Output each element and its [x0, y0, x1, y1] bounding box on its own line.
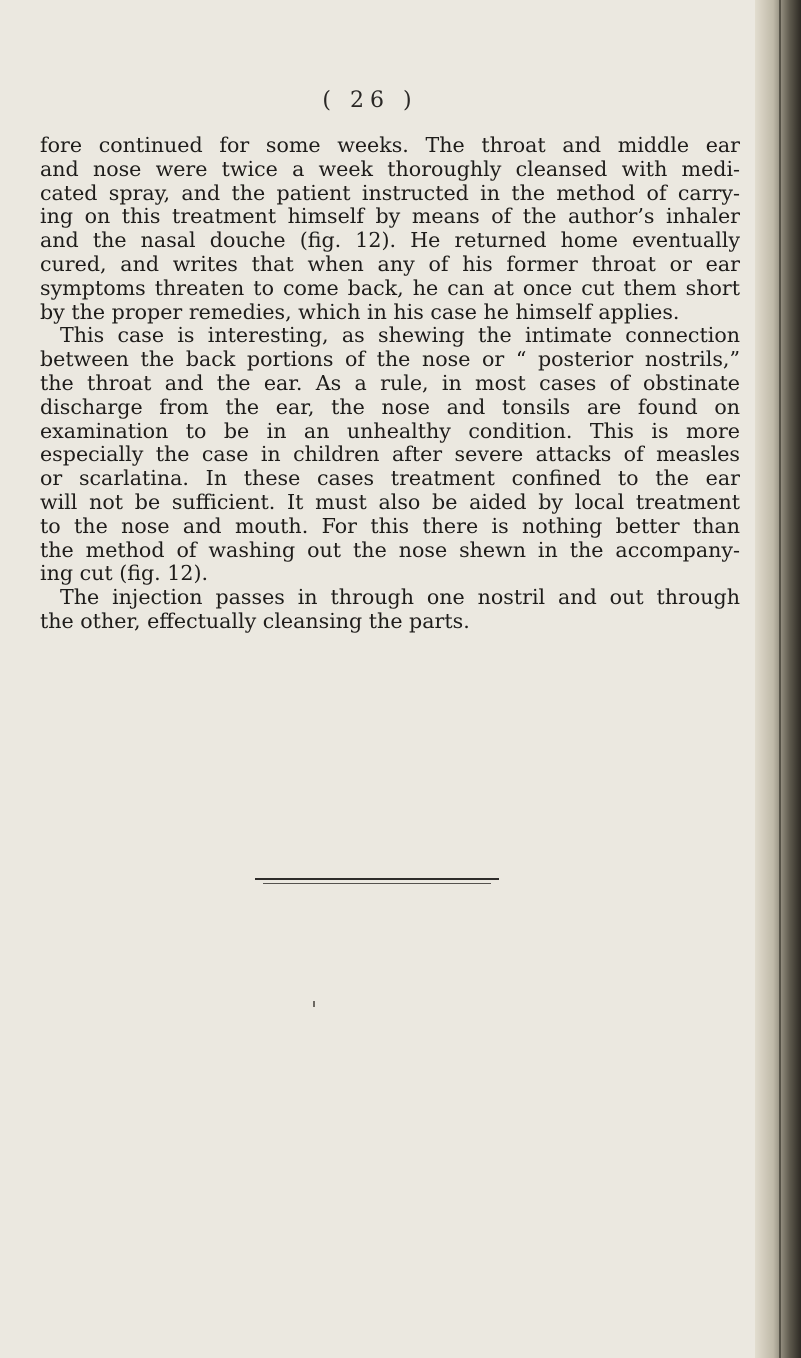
- text-line: cured, and writes that when any of his former throat or ear: [40, 251, 740, 276]
- text-line: the method of washing out the nose shewn in the accompany-: [40, 537, 740, 562]
- page-number: ( 26 ): [322, 88, 418, 113]
- text-line: and the nasal douche (fig. 12). He returned home eventually: [40, 228, 740, 253]
- text-line: and nose were twice a week thoroughly cleansed with medi-: [40, 156, 740, 181]
- section-rule: [255, 878, 499, 880]
- text-line: fore continued for some weeks. The throat and middle ear: [40, 133, 740, 157]
- text-line: examination to be in an unhealthy condition. This is more: [40, 418, 740, 443]
- text-line: especially the case in children after severe attacks of measles: [40, 442, 740, 467]
- paper-speck: [313, 1001, 315, 1007]
- body-text: [40, 134, 740, 634]
- text-line: will not be sufficient. It must also be aided by local treatment: [40, 489, 740, 514]
- text-line: discharge from the ear, the nose and tonsils are found on: [40, 394, 740, 419]
- text-line: The injection passes in through one nostril and out through: [60, 585, 740, 610]
- text-line: the throat and the ear. As a rule, in most cases of obstinate: [40, 370, 740, 395]
- text-line: or scarlatina. In these cases treatment confined to the ear: [40, 466, 740, 491]
- text-line: the other, effectually cleansing the parts.: [40, 608, 470, 633]
- text-line: ing cut (fig. 12).: [40, 561, 209, 586]
- text-line: to the nose and mouth. For this there is nothing better than: [40, 513, 740, 538]
- page-edge-line: [779, 0, 781, 1358]
- text-line: between the back portions of the nose or “ posterior nostrils,”: [40, 347, 740, 372]
- text-line: ing on this treatment himself by means of the author’s inhaler: [40, 204, 740, 229]
- text-line: This case is interesting, as shewing the intimate connection: [60, 323, 740, 348]
- page-edge-shadow: [755, 0, 801, 1358]
- text-line: by the proper remedies, which in his case he himself applies.: [40, 299, 680, 324]
- text-line: symptoms threaten to come back, he can at once cut them short: [40, 275, 740, 300]
- text-line: cated spray, and the patient instructed in the method of carry-: [40, 180, 740, 205]
